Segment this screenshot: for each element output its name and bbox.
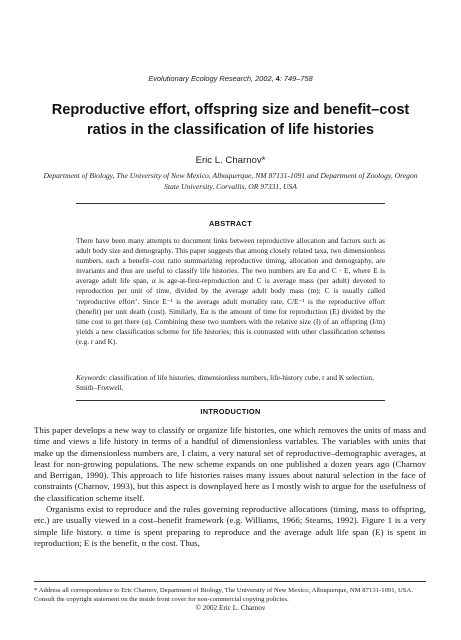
journal-volume: 4 [275, 74, 280, 83]
footnote-rule [34, 581, 426, 582]
copyright-line: © 2002 Eric L. Charnov [195, 604, 266, 612]
paper-title: Reproductive effort, offspring size and benefit–cost ratios in the classification of life histories [51, 102, 410, 138]
abstract-bottom-rule [76, 400, 385, 401]
journal-name: Evolutionary Ecology Research [148, 74, 252, 83]
introduction-heading: INTRODUCTION [200, 407, 261, 416]
journal-pages: : 749–758 [279, 74, 313, 83]
footnote-copyright-note: Consult the copyright statement on the inside front cover for non-commercial copying policies. [34, 596, 289, 603]
keywords-label: Keywords [76, 373, 106, 382]
introduction-body [34, 425, 426, 549]
journal-citation [0, 74, 461, 83]
keywords-text: : classification of life histories, dimensionless numbers, life-history cube, r and K selection, Smith–Fretwell. [76, 373, 374, 393]
footnote-correspondence: * Address all correspondence to Eric Charnov, Department of Biology, The University of New Mexico, Albuquerque, NM 87131-1091, USA. [34, 587, 414, 594]
abstract-heading: ABSTRACT [208, 219, 253, 228]
abstract-text: There have been many attempts to document links between reproductive allocation and factors such as adult body size and demography. This paper suggests that among closely related taxa, two dimensionless numbers, each a benefit–cost ratio summarizing reproductive timing, allocation and demography, are invariants and thus are useful to classify life histories. The two numbers are Eα and C · E, where E is average adult life span, α is age-at-first-reproduction and C is average mass (per adult) devoted to reproduction per unit of time, divided by the average adult body mass (m); C is usually called ‘reproductive effort’. Since E⁻¹ is the average adult mortality rate, C/E⁻¹ is the reproductive effort (benefit) per unit death (cost). Similarly, Eα is the amount of time for reproduction (E) divided by the time cost to get there (α). Combining these two numbers with the relative size (I) of an offspring (I/m) yields a new classification scheme for life histories; this is contrasted with other classification schemes (e.g. r and K). [76, 236, 385, 346]
abstract-top-rule [76, 203, 385, 204]
intro-paragraph-2: Organisms exist to reproduce and the rules governing reproductive allocations (timing, mass to offspring, etc.) are usually viewed in a cost–benefit framework (e.g. Williams, 1966; Stearns, 1992). Figure 1 is a very simple life history. α time is spent preparing to reproduce and the average adult life span (E) is spent in reproduction; E is the benefit, α the cost. Thus, [34, 504, 426, 548]
author-affiliation: Department of Biology, The University of New Mexico, Albuquerque, NM 87131-1091 and Department of Zoology, Oregon State University, Corvallis, OR 97331, USA [43, 171, 418, 192]
journal-year: , 2002, [251, 74, 276, 83]
keywords [76, 373, 385, 393]
author-name: Eric L. Charnov* [195, 155, 266, 166]
footnote [34, 586, 426, 604]
intro-paragraph-1: This paper develops a new way to classify or organize life histories, one which removes the units of mass and time and views a life history in terms of a handful of dimensionless variables. The variables with units that make up the dimensionless numbers are, I claim, a very natural set of reproductive–demographic averages, at least for non-growing populations. The new scheme expands on one published a dozen years ago (Charnov and Berrigan, 1990). This approach to life histories raises many issues about natural selection in the face of constraints (Charnov, 1993), but this aspect is downplayed here as I mostly wish to argue for the usefulness of the classification scheme itself. [34, 425, 426, 503]
